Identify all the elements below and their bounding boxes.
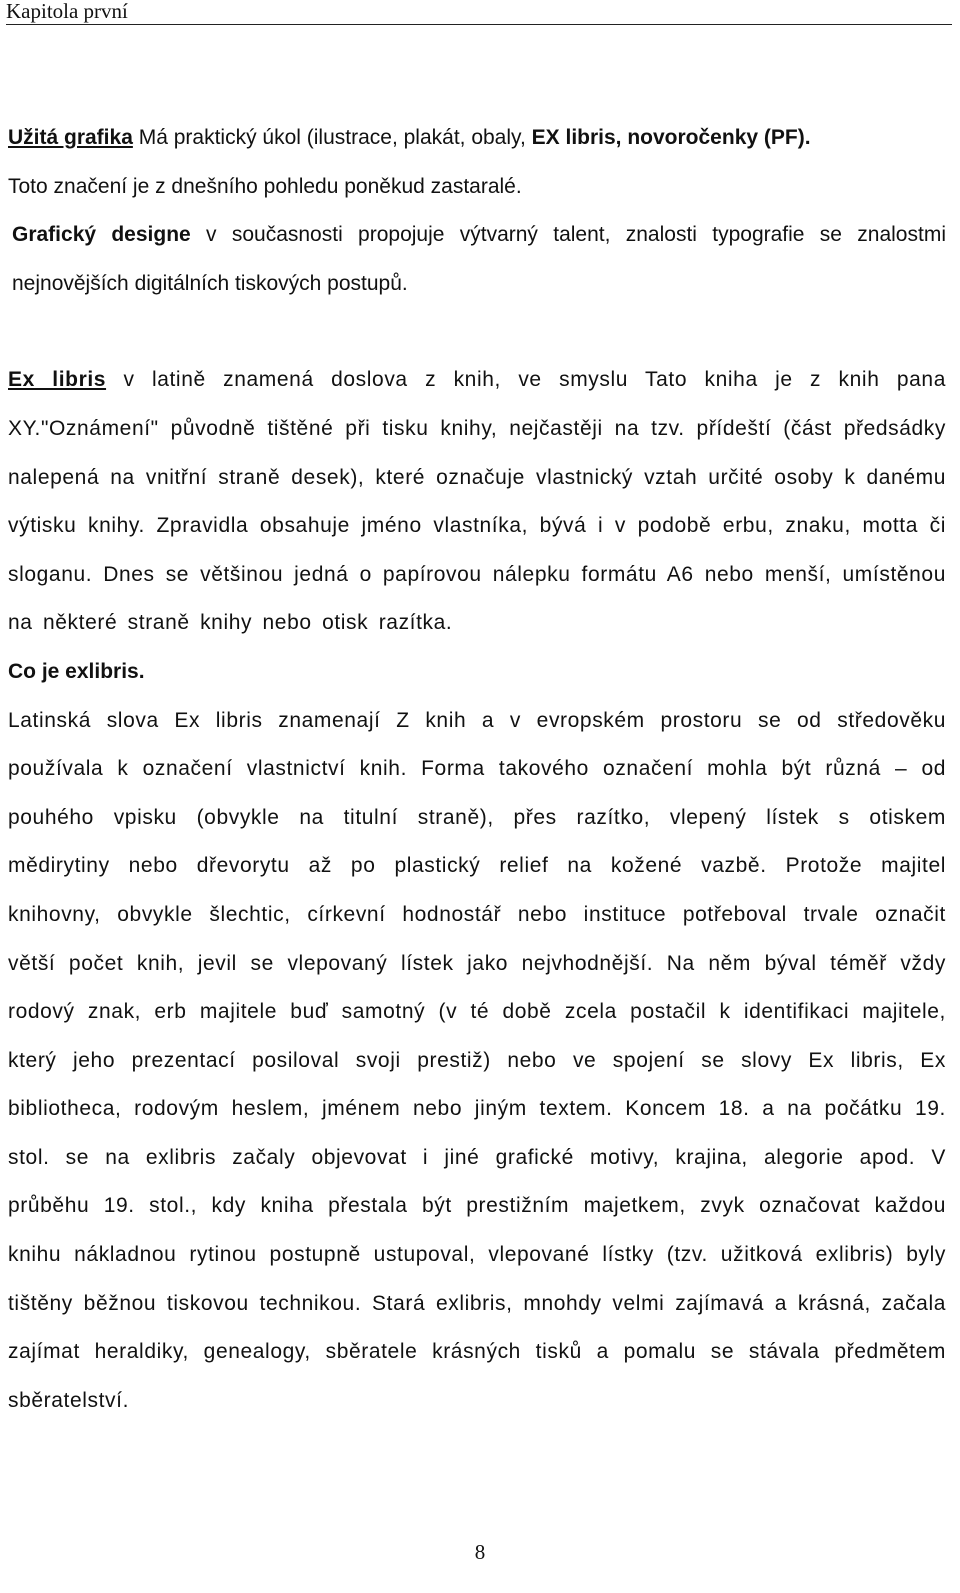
chapter-title: Kapitola první (6, 0, 128, 23)
running-header (6, 0, 952, 25)
paragraph-text: Latinská slova Ex libris znamenají Z knih a v evropském prostoru se od středověku používala k označení vlastnictví knih. Forma takového označení mohla být různá – od pouhého vpisku (obvykle na titulní straně), přes razítko, vlepený lístek s otiskem mědirytiny nebo dřevorytu až po plastický relief na kožené vazbě. Protože majitel knihovny, obvykle šlechtic, církevní hodnostář nebo instituce potřeboval trvale označit větší počet knih, jevil se vlepovaný lístek jako nejvhodnější. Na něm býval téměř vždy rodový znak, erb majitele buď samotný (v té době zcela postačil k identifikaci majitele, který jeho prezentací posiloval svoji prestiž) nebo ve spojení se slovy Ex libris, Ex bibliotheca, rodovým heslem, jménem nebo jiným textem. Koncem 18. a na počátku 19. stol. se na exlibris začaly objevovat i jiné grafické motivy, krajina, alegorie apod. V průběhu 19. stol., kdy kniha přestala být prestižním majetkem, zvyk označovat každou knihu nákladnou rytinou postupně ustupoval, vlepované lístky (tzv. užitková exlibris) byly tištěny běžnou tiskovou technikou. Stará exlibris, mnohdy velmi zajímavá a krásná, začala zajímat heraldiky, genealogy, sběratele krásných tisků a pomalu se stávala předmětem sběratelství. (8, 708, 946, 1412)
spacer (8, 308, 946, 356)
section-heading: Co je exlibris. (8, 659, 145, 683)
paragraph-text: v latině znamená doslova z knih, ve smyslu Tato kniha je z knih pana XY."Oznámení" původně tištěné při tisku knihy, nejčastěji na tzv. přídeští (část předsádky nalepená na vnitřní straně desek), které označuje vlastnický vztah určité osoby k danému výtisku knihy. Zpravidla obsahuje jméno vlastníka, bývá i v podobě erbu, znaku, motta či sloganu. Dnes se většinou jedná o papírovou nálepku formátu A6 nebo menší, umístěnou na některé straně knihy nebo otisk razítka. (8, 368, 946, 635)
paragraph-graficky-designe (8, 211, 946, 308)
paragraph-ex-libris (8, 356, 946, 648)
term-uzita-grafika: Užitá grafika (8, 126, 133, 149)
paragraph-text: Toto značení je z dnešního pohledu poněkud zastaralé. (8, 174, 522, 198)
page-number: 8 (474, 1540, 486, 1564)
paragraph-znaceni (8, 163, 946, 212)
paragraph-uzita-grafika (8, 114, 946, 163)
paragraph-latinska-slova (8, 697, 946, 1426)
page-body (8, 114, 946, 1425)
paragraph-text: Má praktický úkol (ilustrace, plakát, obaly, (132, 126, 532, 149)
term-graficky-designe: Grafický designe (12, 223, 191, 247)
bold-text: EX libris, novoročenky (PF). (531, 126, 811, 149)
paragraph-text: v současnosti propojuje výtvarný talent, znalosti typografie se znalostmi nejnovějších digitálních tiskových postupů. (12, 223, 946, 295)
term-ex-libris: Ex libris (8, 368, 107, 392)
